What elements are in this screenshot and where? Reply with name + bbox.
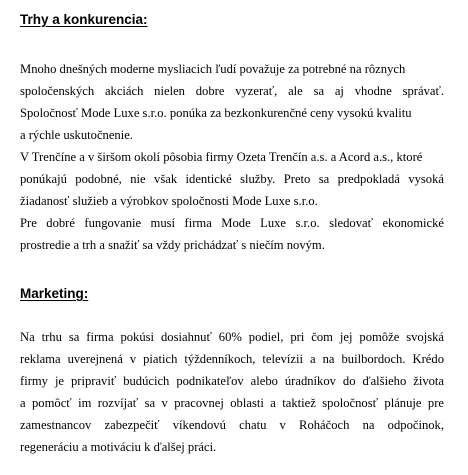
text-line: Mnoho dnešných moderne mysliacich ľudí považuje za potrebné na rôznych bbox=[20, 62, 406, 76]
paragraph-markets-strategy bbox=[20, 212, 444, 256]
text-line: Na trhu sa firma pokúsi dosiahnuť 60% podiel, pri čom jej pomôže svojská bbox=[20, 330, 444, 344]
text-line: a pomôcť im rozvíjať sa v pracovnej oblasti a taktiež spoločnosť plánuje pre bbox=[20, 396, 444, 410]
text-line: firmy je pripraviť budúcich podnikateľov alebo úradníkov do ďalšieho života bbox=[20, 374, 444, 388]
paragraph-markets-competition bbox=[20, 146, 444, 212]
text-line: spoločenských akciách nielen dobre vyzerať, ale sa aj vhodne správať. bbox=[20, 84, 444, 98]
text-line: Pre dobré fungovanie musí firma Mode Luxe s.r.o. sledovať ekonomické bbox=[20, 216, 444, 230]
text-line: Spoločnosť Mode Luxe s.r.o. ponúka za bezkonkurenčné ceny vysokú kvalitu bbox=[20, 106, 412, 120]
text-line: reklama uverejnená v piatich týždenníkoch, televízii a na builbordoch. Krédo bbox=[20, 352, 444, 366]
section-heading-marketing: Marketing: bbox=[20, 286, 89, 301]
text-line: zamestnancov zabezpečiť víkendovú chatu v Roháčoch na odpočinok, bbox=[20, 418, 444, 432]
text-line: regeneráciu a motiváciu k ďalšej práci. bbox=[20, 440, 217, 454]
paragraph-markets-intro bbox=[20, 58, 444, 146]
text-line: žiadanosť služieb a výrobkov spoločnosti Mode Luxe s.r.o. bbox=[20, 194, 318, 208]
text-line: a rýchle uskutočnenie. bbox=[20, 128, 133, 142]
paragraph-marketing bbox=[20, 326, 444, 458]
text-line: ponúkajú podobné, nie však identické služby. Preto sa predpokladá vysoká bbox=[20, 172, 444, 186]
text-line: V Trenčíne a v širšom okolí pôsobia firmy Ozeta Trenčín a.s. a Acord a.s., ktoré bbox=[20, 150, 423, 164]
section-heading-markets: Trhy a konkurencia: bbox=[20, 12, 148, 27]
text-line: prostredie a trh a snažiť sa vždy prichádzať s niečím novým. bbox=[20, 238, 325, 252]
